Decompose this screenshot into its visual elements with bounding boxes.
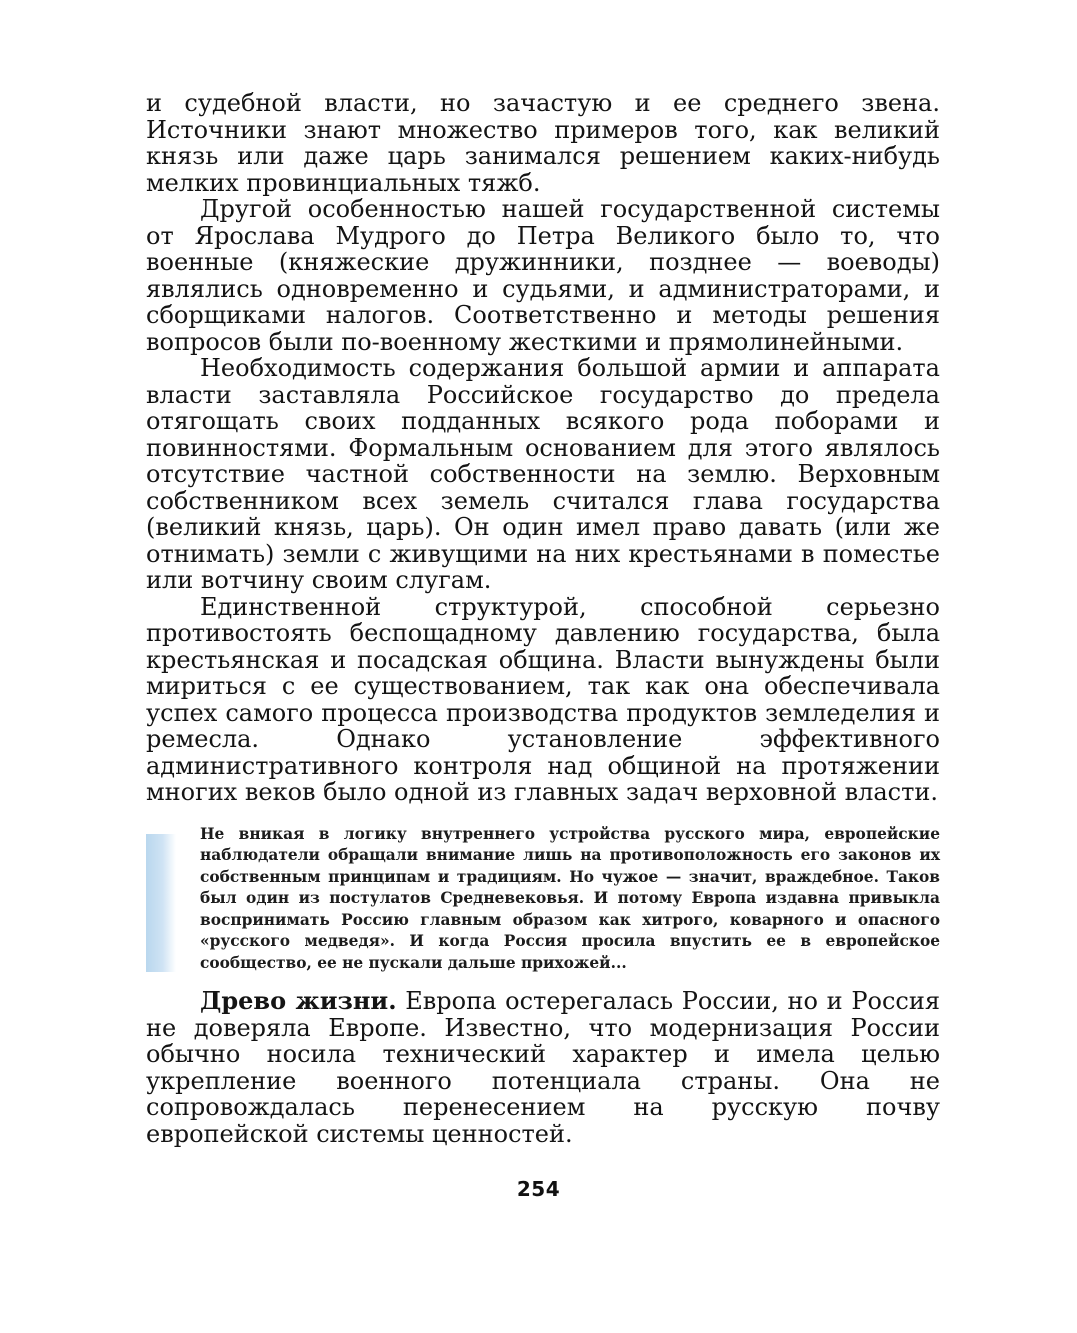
page-body [146,90,940,1147]
aside-note [146,824,940,975]
paragraph-3: Необходимость содержания большой армии и аппарата власти заставляла Российское государство до предела отягощать своих подданных всякого рода поборами и повинностями. Формальным основанием для этого являлось отсутствие частной собственности на землю. Верховным собственником всех земель считался глава государства (великий князь, царь). Он один имел право давать (или же отнимать) земли с живущими на них крестьянами в поместье или вотчину своим слугам. [146,354,940,594]
aside-accent-bar [146,834,176,972]
paragraph-2: Другой особенностью нашей государственной системы от Ярослава Мудрого до Петра Великого было то, что военные (княжеские дружинники, позднее — воеводы) являлись одновременно и судьями, и администраторами, и сборщиками налогов. Соответственно и методы решения вопросов были по-военному жесткими и прямолинейными. [146,195,940,356]
section-text: Европа остерегалась России, но и Россия не доверяла Европе. Известно, что модернизация России обычно носила технический характер и имела целью укрепление военного потенциала страны. Она не сопровождалась перенесением на русскую почву европейской системы ценностей. [146,987,940,1148]
section-paragraph [146,988,940,1147]
page-number: 254 [516,1177,561,1201]
paragraph-4: Единственной структурой, способной серьезно противостоять беспощадному давлению государства, была крестьянская и посадская община. Власти вынуждены были мириться с ее существованием, так как она обеспечивала успех самого процесса производства продуктов земледелия и ремесла. Однако установление эффективного административного контроля над общиной на протяжении многих веков было одной из главных задач верховной власти. [146,592,940,806]
paragraph-1: и судебной власти, но зачастую и ее среднего звена. Источники знают множество примеров того, как великий князь или даже царь занимался решением каких-нибудь мелких провинциальных тяжб. [146,89,940,197]
section-heading: Древо жизни. [200,986,397,1015]
aside-text: Не вникая в логику внутреннего устройства русского мира, европейские наблюдатели обращали внимание лишь на противоположность его законов их собственным принципам и традициям. Но чужое — значит, враждебное. Таков был один из постулатов Средневековья. И потому Европа издавна привыкла воспринимать Россию главным образом как хитрого, коварного и опасного «русского медведя». И когда Россия просила впустить ее в европейское сообщество, ее не пускали дальше прихожей... [200,824,940,972]
